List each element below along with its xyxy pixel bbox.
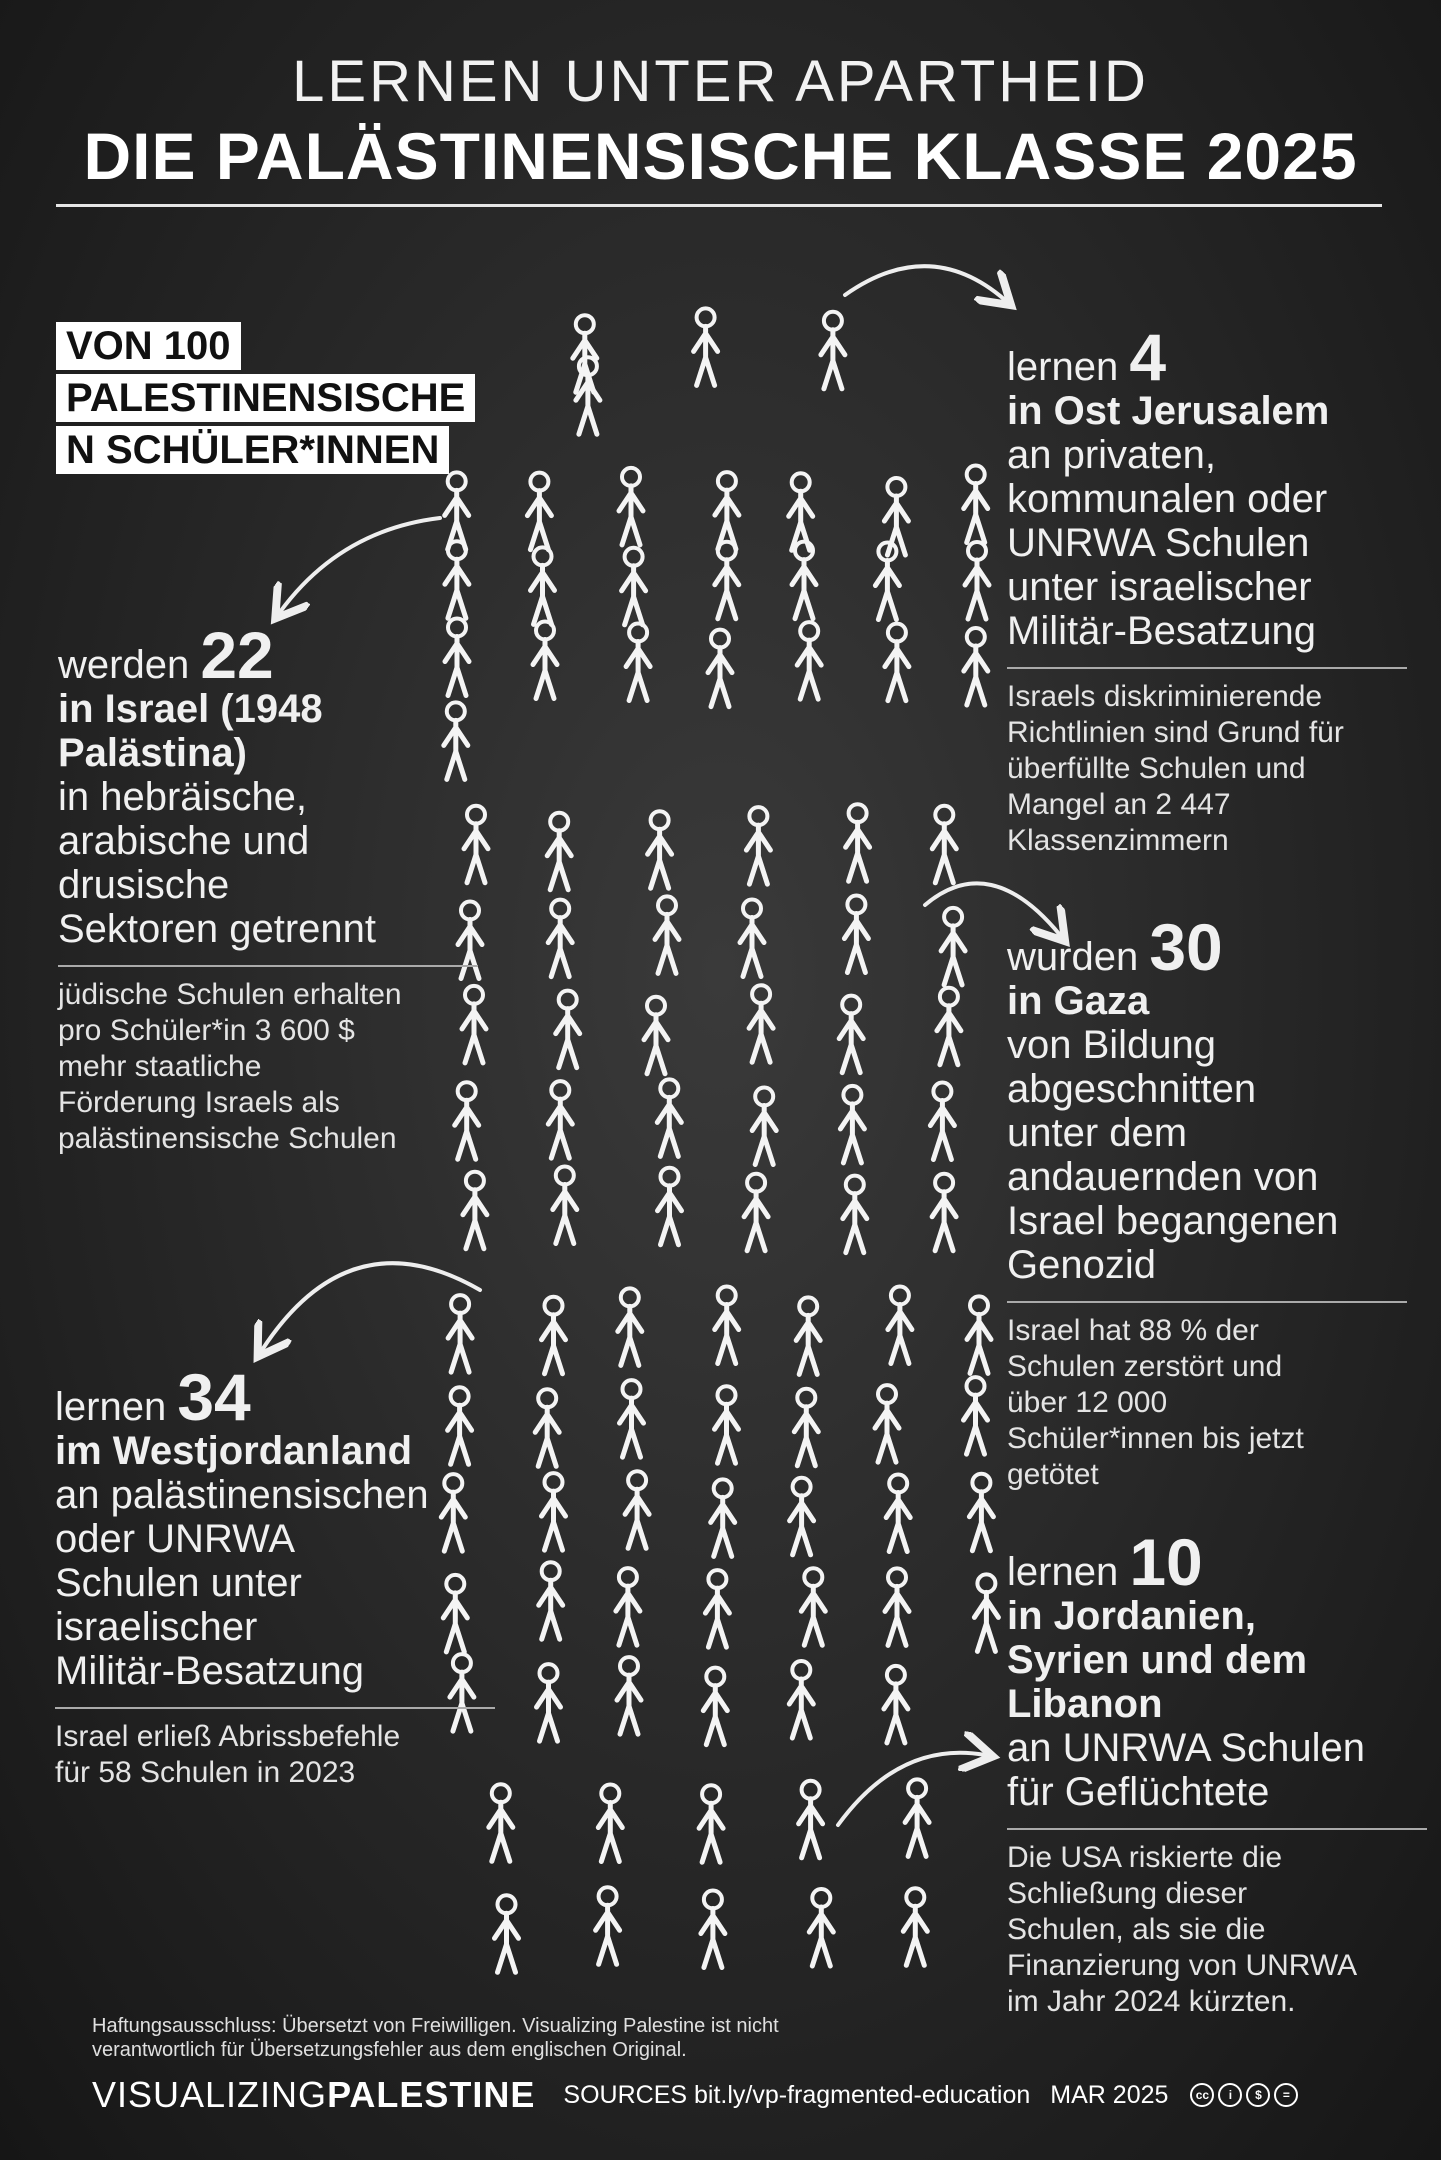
divider <box>58 965 478 967</box>
student-figure <box>888 1287 912 1364</box>
student-figure <box>542 1297 566 1374</box>
student-figure <box>965 542 989 619</box>
place: im Westjordanland <box>55 1429 413 1473</box>
student-figure <box>533 622 557 699</box>
arrow-israel <box>280 518 440 612</box>
desc: kommunalen oder <box>1007 477 1328 521</box>
student-figure <box>941 908 965 985</box>
student-figure <box>715 542 739 619</box>
student-figure <box>840 1086 864 1163</box>
desc: an UNRWA Schulen <box>1007 1726 1365 1770</box>
student-figure <box>794 1389 818 1466</box>
student-figure <box>625 1471 649 1548</box>
student-figure <box>463 1172 487 1249</box>
student-figure <box>573 315 597 392</box>
student-figure <box>821 312 845 389</box>
student-figure <box>809 1889 833 1966</box>
by-icon: i <box>1218 2083 1242 2107</box>
student-figure <box>531 547 555 624</box>
desc: für Geflüchtete <box>1007 1770 1270 1814</box>
note: Israel erließ Abrissbefehle für 58 Schulen in 2023 <box>55 1720 401 1789</box>
student-figure <box>967 1296 991 1373</box>
student-figure <box>596 1887 620 1964</box>
desc: arabische und <box>58 819 310 863</box>
student-figure <box>801 1568 825 1645</box>
student-figure <box>797 622 821 699</box>
group-israel <box>58 618 478 1157</box>
desc: Israel begangenen <box>1007 1199 1339 1243</box>
student-figure <box>964 1377 988 1454</box>
student-figure <box>445 472 469 549</box>
note: Israels diskriminierende Richtlinien sind Grund für überfüllte Schulen und Mangel an 2 447 Klassenzimmern <box>1007 680 1344 857</box>
verb: werden <box>58 643 190 687</box>
student-figure <box>792 542 816 619</box>
student-figure <box>875 1385 899 1462</box>
nc-icon: $ <box>1246 2083 1270 2107</box>
student-figure <box>699 1785 723 1862</box>
student-figure <box>657 1079 681 1156</box>
student-figure <box>749 985 773 1062</box>
student-figure <box>448 1295 472 1372</box>
student-figure <box>964 628 988 705</box>
student-figure <box>495 1895 519 1972</box>
desc: unter israelischer <box>1007 565 1312 609</box>
student-figure <box>969 1474 993 1551</box>
figures-israel <box>444 466 989 780</box>
student-figure <box>626 624 650 701</box>
student-figure <box>539 1562 563 1639</box>
student-figure <box>885 1568 909 1645</box>
student-figure <box>740 900 764 977</box>
desc: Sektoren getrennt <box>58 907 376 951</box>
count: 4 <box>1129 320 1167 394</box>
student-figure <box>616 1568 640 1645</box>
student-figure <box>703 1668 727 1745</box>
student-figure <box>932 806 956 883</box>
student-figure <box>644 997 668 1074</box>
group-refugees <box>1007 1525 1427 2020</box>
student-figure <box>445 541 469 618</box>
student-figure <box>705 1570 729 1647</box>
divider <box>1007 667 1407 669</box>
desc: Genozid <box>1007 1243 1156 1287</box>
footer <box>92 2075 1392 2115</box>
desc: Militär-Besatzung <box>55 1649 365 1693</box>
figures-refugees <box>489 1779 929 1972</box>
student-figure <box>715 1287 739 1364</box>
student-figure <box>744 1174 768 1251</box>
student-figure <box>930 1083 954 1160</box>
desc: unter dem <box>1007 1111 1188 1155</box>
student-figure <box>711 1479 735 1556</box>
sources-link[interactable]: SOURCES bit.ly/vp-fragmented-education <box>563 2080 1031 2109</box>
note: Israel hat 88 % der Schulen zerstört und über 12 000 Schüler*innen bis jetzt getötet <box>1007 1314 1304 1491</box>
student-figure <box>537 1664 561 1741</box>
nd-icon: = <box>1274 2083 1298 2107</box>
desc: in hebräische, <box>58 775 308 819</box>
student-figure <box>619 468 643 545</box>
student-figure <box>622 548 646 625</box>
divider <box>1007 1828 1427 1830</box>
student-figure <box>535 1389 559 1466</box>
student-figure <box>715 472 739 549</box>
note: Die USA riskierte die Schließung dieser Schulen, als sie die Finanzierung von UNRWA im Jahr 2024 kürzten. <box>1007 1841 1358 2018</box>
desc: Militär-Besatzung <box>1007 609 1317 653</box>
student-figure <box>886 1475 910 1552</box>
student-figure <box>789 1661 813 1738</box>
desc: Schulen unter <box>55 1561 302 1605</box>
place: Libanon <box>1007 1682 1163 1726</box>
student-figure <box>752 1088 776 1165</box>
student-figure <box>884 1666 908 1743</box>
student-figure <box>903 1888 927 1965</box>
kicker: LERNEN UNTER APARTHEID <box>292 49 1149 114</box>
desc: an palästinensischen <box>55 1473 429 1517</box>
desc: an privaten, <box>1007 433 1217 477</box>
count: 22 <box>200 618 274 692</box>
student-figure <box>617 1657 641 1734</box>
student-figure <box>932 1174 956 1251</box>
student-figure <box>790 1478 814 1555</box>
student-figure <box>905 1779 929 1856</box>
cc-icon: cc <box>1190 2083 1214 2107</box>
verb: wurden <box>1007 935 1139 979</box>
intro-line: N SCHÜLER*INNEN <box>56 426 449 474</box>
page-title: DIE PALÄSTINENSISCHE KLASSE 2025 <box>83 119 1358 193</box>
student-figure <box>799 1781 823 1858</box>
group-westbank <box>55 1360 495 1791</box>
desc: andauernden von <box>1007 1155 1319 1199</box>
student-figure <box>620 1380 644 1457</box>
place: in Israel (1948 <box>58 687 323 731</box>
student-figure <box>937 988 961 1065</box>
group-gaza <box>1007 910 1407 1493</box>
date: MAR 2025 <box>1050 2080 1169 2109</box>
arrow-jerusalem <box>845 266 1005 300</box>
student-figure <box>844 896 868 973</box>
student-figure <box>548 1081 572 1158</box>
brand-logo: VISUALIZINGPALESTINE <box>92 2074 536 2115</box>
desc: abgeschnitten <box>1007 1067 1257 1111</box>
divider <box>55 1707 495 1709</box>
student-figure <box>843 1176 867 1253</box>
student-figure <box>553 1167 577 1244</box>
desc: von Bildung <box>1007 1023 1217 1067</box>
student-figure <box>701 1891 725 1968</box>
student-figure <box>489 1784 513 1861</box>
student-figure <box>708 630 732 707</box>
place: in Gaza <box>1007 979 1150 1023</box>
count: 34 <box>177 1360 251 1434</box>
verb: lernen <box>1007 345 1119 389</box>
student-figure <box>796 1297 820 1374</box>
student-figure <box>974 1574 998 1651</box>
verb: lernen <box>55 1385 167 1429</box>
student-figure <box>746 807 770 884</box>
student-figure <box>527 473 551 550</box>
figures-gaza <box>455 804 965 1252</box>
student-figure <box>694 308 718 385</box>
student-figure <box>542 1473 566 1550</box>
place: in Ost Jerusalem <box>1007 389 1330 433</box>
figures-jerusalem <box>573 308 845 434</box>
student-figure <box>839 996 863 1073</box>
student-figure <box>885 624 909 701</box>
student-figure <box>715 1386 739 1463</box>
place: Palästina) <box>58 731 247 775</box>
student-figure <box>648 811 672 888</box>
student-figure <box>964 466 988 543</box>
figures-westbank <box>441 1287 998 1745</box>
verb: lernen <box>1007 1550 1119 1594</box>
student-figure <box>547 813 571 890</box>
count: 30 <box>1149 910 1223 984</box>
student-figure <box>618 1288 642 1365</box>
place: in Jordanien, <box>1007 1594 1256 1638</box>
student-figure <box>556 991 580 1068</box>
desc: UNRWA Schulen <box>1007 521 1310 565</box>
note: jüdische Schulen erhalten pro Schüler*in 3 600 $ mehr staatliche Förderung Israels als palästinensische Schulen <box>58 978 402 1155</box>
disclaimer: Haftungsausschluss: Übersetzt von Freiwilligen. Visualizing Palestine ist nicht verantwortlich für Übersetzungsfehler aus dem englischen Original. <box>92 2015 779 2061</box>
divider <box>1007 1301 1407 1303</box>
desc: drusische <box>58 863 230 907</box>
intro-line: VON 100 <box>56 322 241 370</box>
student-figure <box>846 804 870 881</box>
place: Syrien und dem <box>1007 1638 1308 1682</box>
count: 10 <box>1129 1525 1203 1599</box>
intro-line: PALESTINENSISCHE <box>56 374 475 422</box>
license-icons <box>1190 2083 1298 2107</box>
student-figure <box>789 473 813 550</box>
student-figure <box>655 896 679 973</box>
desc: oder UNRWA <box>55 1517 296 1561</box>
desc: israelischer <box>55 1605 258 1649</box>
group-jerusalem <box>1007 320 1407 859</box>
student-figure <box>548 900 572 977</box>
student-figure <box>658 1168 682 1245</box>
student-figure <box>598 1785 622 1862</box>
